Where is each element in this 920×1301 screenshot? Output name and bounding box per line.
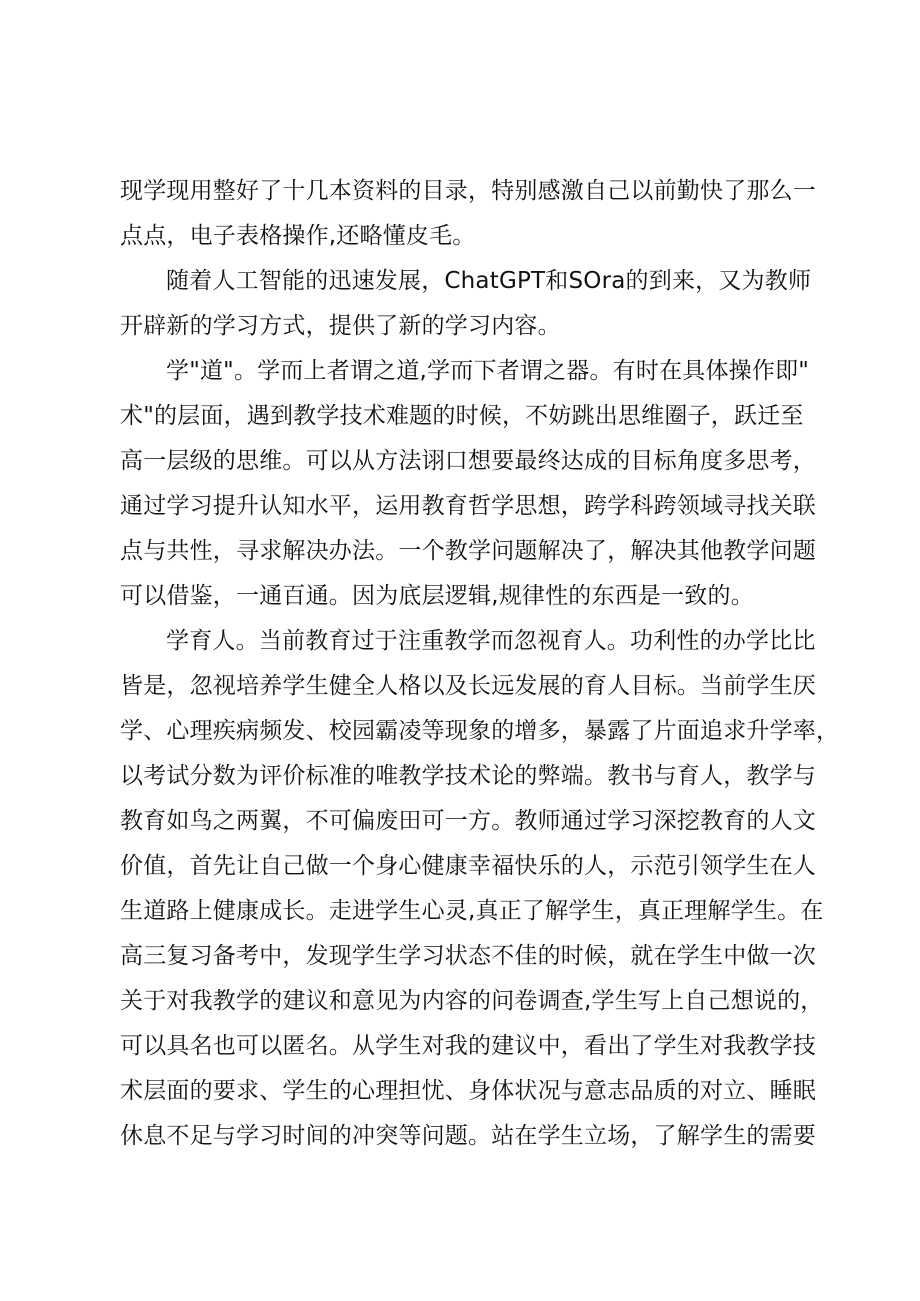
- text-line: 学"道"。学而上者谓之道,学而下者谓之器。有时在具体操作即": [166, 358, 810, 384]
- text-line: 现学现用整好了十几本资料的目录，特别感激自己以前勤快了那么一: [120, 178, 816, 204]
- text-line: 通过学习提升认知水平，运用教育哲学思想，跨学科跨领域寻找关联: [120, 493, 816, 519]
- text-line: 教育如鸟之两翼，不可偏废田可一方。教师通过学习深挖教育的人文: [120, 808, 816, 834]
- text-line: 可以具名也可以匿名。从学生对我的建议中，看出了学生对我教学技: [120, 1033, 816, 1059]
- text-line: 学、心理疾病频发、校园霸凌等现象的增多，暴露了片面追求升学率，: [120, 718, 840, 744]
- text-line: 可以借鉴，一通百通。因为底层逻辑,规律性的东西是一致的。: [120, 583, 754, 609]
- text-line: 生道路上健康成长。走进学生心灵,真正了解学生，真正理解学生。在: [120, 898, 824, 924]
- text-line: 点点，电子表格操作,还略懂皮毛。: [120, 223, 476, 249]
- text-line: 随着人工智能的迅速发展，ChatGPT和SOra的到来，又为教师: [166, 268, 812, 294]
- text-line: 皆是，忽视培养学生健全人格以及长远发展的育人目标。当前学生厌: [120, 673, 816, 699]
- text-line: 高一层级的思维。可以从方法诩口想要最终达成的目标角度多思考，: [120, 448, 816, 474]
- text-line: 价值，首先让自己做一个身心健康幸福快乐的人，示范引领学生在人: [120, 853, 816, 879]
- text-line: 学育人。当前教育过于注重教学而忽视育人。功利性的办学比比: [166, 628, 816, 654]
- text-line: 术层面的要求、学生的心理担忧、身体状况与意志品质的对立、睡眠: [120, 1078, 816, 1104]
- text-line: 关于对我教学的建议和意见为内容的问卷调查,学生写上自己想说的，: [120, 988, 824, 1014]
- text-line: 休息不足与学习时间的冲突等问题。站在学生立场，了解学生的需要: [120, 1123, 816, 1149]
- text-line: 以考试分数为评价标准的唯教学技术论的弊端。教书与育人，教学与: [120, 763, 816, 789]
- text-line: 点与共性，寻求解决办法。一个教学问题解决了，解决其他教学问题: [120, 538, 816, 564]
- text-line: 开辟新的学习方式，提供了新的学习内容。: [120, 313, 561, 339]
- text-line: 高三复习备考中，发现学生学习状态不佳的时候，就在学生中做一次: [120, 943, 816, 969]
- text-line: 术"的层面，遇到教学技术难题的时候，不妨跳出思维圈子，跃迁至: [120, 403, 804, 429]
